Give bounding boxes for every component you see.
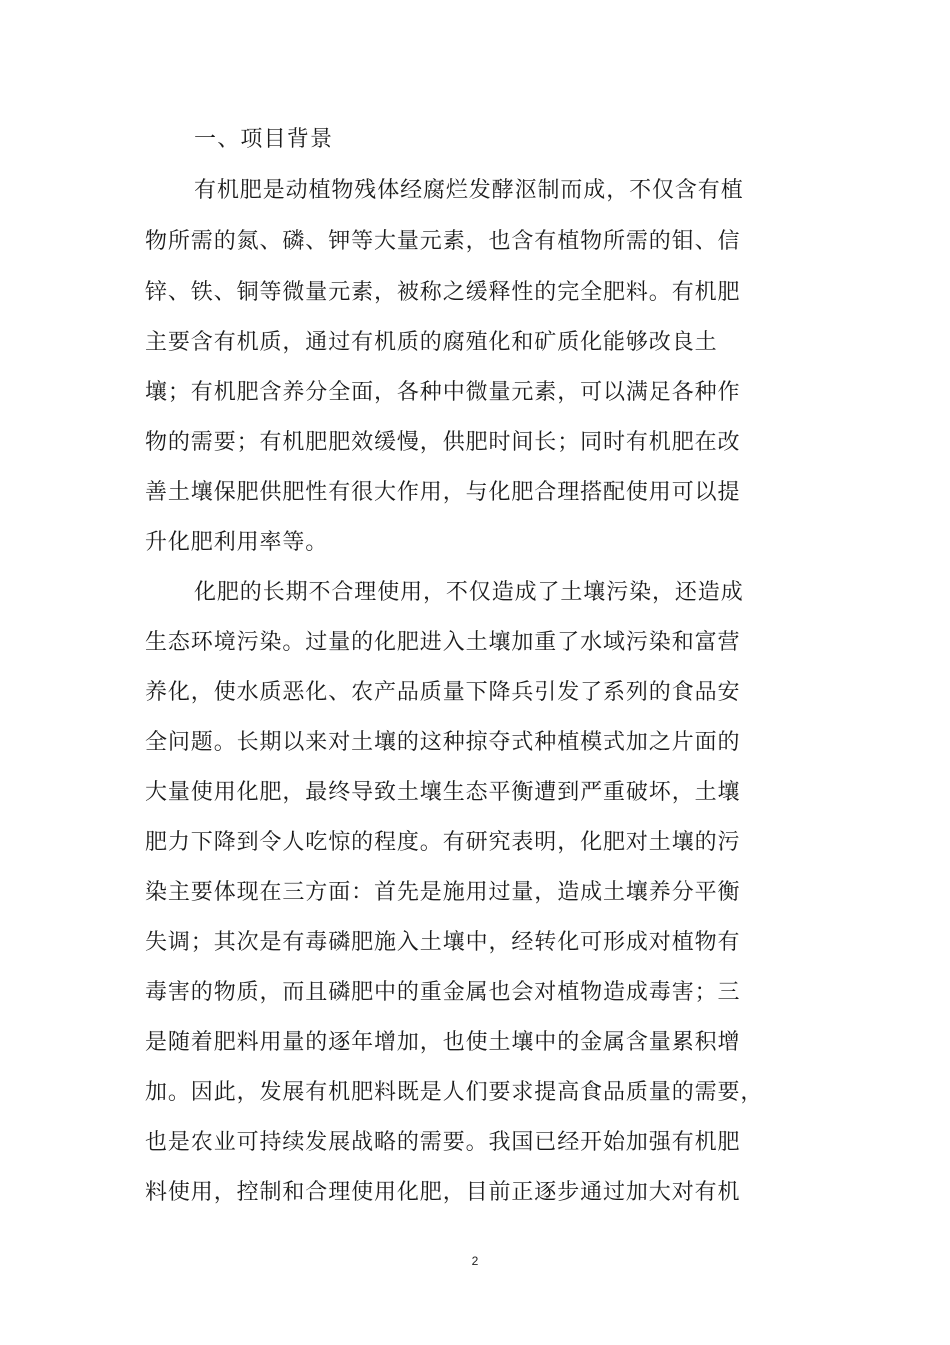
paragraph-line: 失调；其次是有毒磷肥施入土壤中，经转化可形成对植物有	[145, 930, 741, 955]
paragraph-line: 主要含有机质，通过有机质的腐殖化和矿质化能够改良土	[145, 330, 718, 355]
paragraph-line: 加。因此，发展有机肥料既是人们要求提高食品质量的需要，	[145, 1080, 764, 1105]
paragraph-line: 壤；有机肥含养分全面，各种中微量元素，可以满足各种作	[145, 380, 741, 405]
paragraph-line: 染主要体现在三方面：首先是施用过量，造成土壤养分平衡	[145, 880, 741, 905]
paragraph-line: 是随着肥料用量的逐年增加，也使土壤中的金属含量累积增	[145, 1030, 741, 1055]
paragraph-line: 善土壤保肥供肥性有很大作用，与化肥合理搭配使用可以提	[145, 480, 741, 505]
paragraph-line: 大量使用化肥，最终导致土壤生态平衡遭到严重破坏，土壤	[145, 780, 741, 805]
paragraph-line: 料使用，控制和合理使用化肥，目前正逐步通过加大对有机	[145, 1180, 741, 1205]
paragraph-line: 养化，使水质恶化、农产品质量下降兵引发了系列的食品安	[145, 680, 741, 705]
paragraph-line: 也是农业可持续发展战略的需要。我国已经开始加强有机肥	[145, 1130, 741, 1155]
paragraph-line: 生态环境污染。过量的化肥进入土壤加重了水域污染和富营	[145, 630, 741, 655]
section-heading: 一、项目背景	[194, 127, 334, 152]
paragraph-line: 锌、铁、铜等微量元素，被称之缓释性的完全肥料。有机肥	[145, 280, 741, 305]
paragraph-line: 全问题。长期以来对土壤的这种掠夺式种植模式加之片面的	[145, 730, 741, 755]
paragraph-line: 物的需要；有机肥肥效缓慢，供肥时间长；同时有机肥在改	[145, 430, 741, 455]
page-number: 2	[471, 1254, 479, 1268]
paragraph-line: 有机肥是动植物残体经腐烂发酵沤制而成，不仅含有植	[194, 178, 744, 203]
paragraph-line: 升化肥利用率等。	[145, 530, 329, 555]
paragraph-line: 物所需的氮、磷、钾等大量元素，也含有植物所需的钼、信	[145, 229, 741, 254]
paragraph-line: 肥力下降到令人吃惊的程度。有研究表明，化肥对土壤的污	[145, 830, 741, 855]
paragraph-line: 毒害的物质，而且磷肥中的重金属也会对植物造成毒害；三	[145, 980, 741, 1005]
paragraph-line: 化肥的长期不合理使用，不仅造成了土壤污染，还造成	[194, 580, 744, 605]
